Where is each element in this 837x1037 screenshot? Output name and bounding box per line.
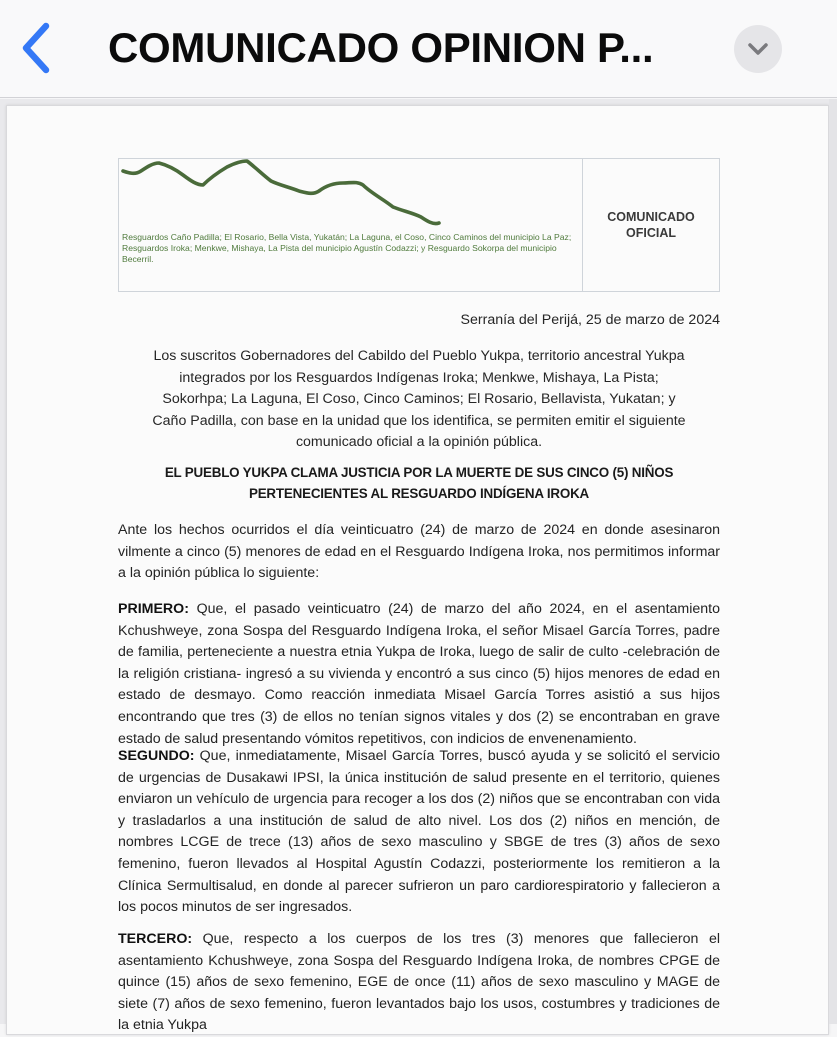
scrollbar[interactable]: [829, 99, 837, 1024]
mountain-range-icon: [121, 159, 451, 229]
letterhead-label-cell: [583, 159, 719, 291]
section-segundo: [118, 746, 720, 919]
document-title: COMUNICADO OPINION P...: [108, 24, 654, 71]
section-text: Que, inmediatamente, Misael García Torres, buscó ayuda y se solicitó el servicio de urgencias de Dusakawi IPSI, la única institución de salud presente en el territorio, quienes enviaron un vehículo de urgencia para recoger a los dos (2) niños que se encontraban con vida y trasladarlos a una institución de salud de alto nivel. Los dos (2) niños en mención, de nombres LCGE de trece (13) años de sexo masculino y SBGE de tres (3) años de sexo femenino, fueron llevados al Hospital Agustín Codazzi, posteriormente los remitieron a la Clínica Sermultisalud, en donde al parecer sufrieron un paro cardiorespiratorio y fallecieron a los pocos minutos de ser ingresados.: [118, 748, 720, 916]
headline: [118, 462, 720, 504]
letterhead-label-line1: COMUNICADO: [607, 210, 695, 224]
document-viewer[interactable]: [0, 99, 837, 1034]
intro-paragraph: Los suscritos Gobernadores del Cabildo del Pueblo Yukpa, territorio ancestral Yukpa integrados por los Resguardos Indígenas Iroka; Menkwe, Mishaya, La Pista; Sokorhpa; La Laguna, El Coso, Cinco Caminos; El Rosario, Bellavista, Yukatan; y Caño Padilla, con base en la unidad que los identifica, se permiten emitir el siguiente comunicado oficial a la opinión pública.: [152, 348, 686, 450]
navigation-bar: [0, 0, 837, 98]
title-menu-button[interactable]: [734, 25, 782, 73]
chevron-down-icon: [747, 42, 769, 56]
section-label: PRIMERO:: [118, 601, 189, 617]
chevron-left-icon: [14, 20, 60, 76]
resguardos-list: Resguardos Caño Padilla; El Rosario, Bella Vista, Yukatán; La Laguna, el Coso, Cinco Caminos del municipio La Paz; Resguardos Iroka; Menkwe, Mishaya, La Pista del municipio Agustín Codazzi; y Resguardo Sokorpa del municipio Becerril.: [122, 232, 572, 264]
section-label: TERCERO:: [118, 931, 193, 947]
headline-line1: EL PUEBLO YUKPA CLAMA JUSTICIA POR LA MUERTE DE SUS CINCO (5) NIÑOS: [164, 465, 674, 480]
letterhead-logo-cell: [119, 159, 583, 291]
document-page: [6, 105, 829, 1035]
date-line: Serranía del Perijá, 25 de marzo de 2024: [460, 312, 720, 328]
headline-line2: PERTENECIENTES AL RESGUARDO INDÍGENA IROKA: [248, 486, 590, 501]
preamble-paragraph: Ante los hechos ocurridos el día veinticuatro (24) de marzo de 2024 en donde asesinaron vilmente a cinco (5) menores de edad en el Resguardo Indígena Iroka, nos permitimos informar a la opinión pública lo siguiente:: [118, 522, 720, 582]
section-text: Que, el pasado veinticuatro (24) de marzo del año 2024, en el asentamiento Kchushweye, zona Sospa del Resguardo Indígena Iroka, el señor Misael García Torres, padre de familia, perteneciente a nuestra etnia Yukpa de Iroka, luego de salir de culto -celebración de la religión cristiana- ingresó a su vivienda y encontró a sus cinco (5) hijos menores de edad en estado de desmayo. Como reacción inmediata Misael García Torres asistió a sus hijos encontrando que tres (3) de ellos no tenían signos vitales y dos (2) se encontraban en grave estado de salud presentando vómitos repetitivos, con indicios de envenenamiento.: [118, 601, 720, 747]
section-tercero: [118, 929, 720, 1037]
back-button[interactable]: [14, 20, 60, 76]
section-label: SEGUNDO:: [118, 748, 195, 764]
letterhead-label-line2: OFICIAL: [626, 226, 676, 240]
letterhead: [118, 158, 720, 292]
section-primero: [118, 599, 720, 750]
section-text: Que, respecto a los cuerpos de los tres (3) menores que fallecieron el asentamiento Kchushweye, zona Sospa del Resguardo Indígena Iroka, de nombres CPGE de quince (15) años de sexo femenino, EGE de once (11) años de sexo masculino y MAGE de siete (7) años de sexo femenino, fueron levantados bajo los usos, costumbres y tradiciones de la etnia Yukpa: [118, 931, 720, 1034]
